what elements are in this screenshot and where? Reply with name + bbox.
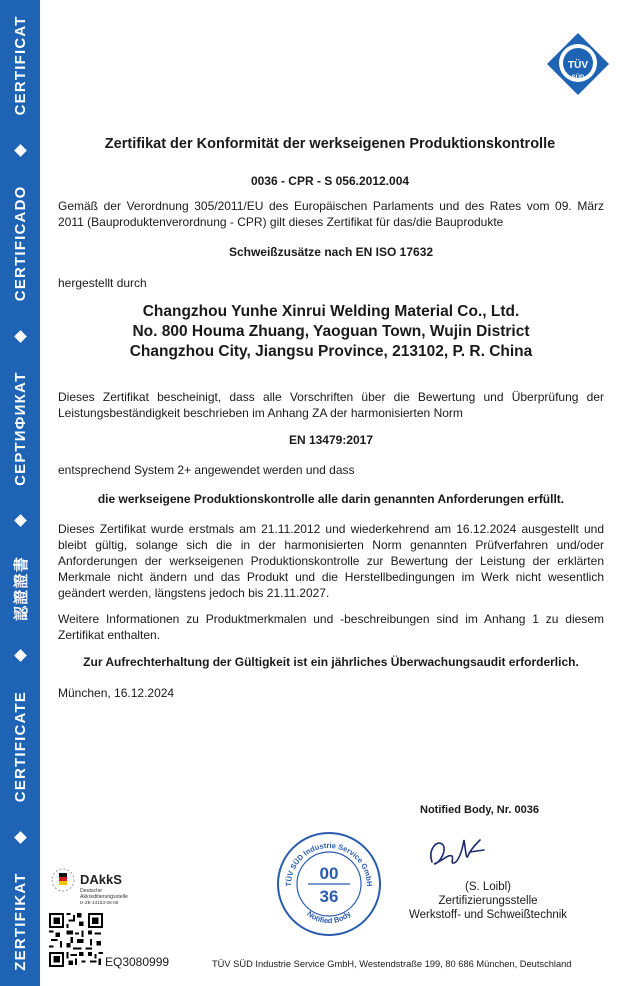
side-word: CERTIFICATE [11, 690, 29, 803]
certifies-paragraph: Dieses Zertifikat bescheinigt, dass alle Vorschriften über die Bewertung und Überprüfung der Leistungsbeständigkeit beschrieben im Anhang ZA der harmonisierten Norm [58, 390, 604, 420]
notified-body-label: Notified Body, Nr. 0036 [420, 804, 539, 816]
side-word: ZERTIFIKAT [11, 872, 29, 971]
certificate-number: 0036 - CPR - S 056.2012.004 [250, 174, 410, 188]
signer-block [398, 880, 578, 922]
side-word: CERTIFICADO [11, 185, 29, 302]
company-address-line: Changzhou City, Jiangsu Province, 213102, P. R. China [129, 343, 533, 360]
side-band [0, 0, 40, 986]
dakks-line: D-ZE-14153-06-00 [80, 900, 119, 905]
audit-note: Zur Aufrechterhaltung der Gültigkeit ist ein jährliches Überwachungsaudit erforderlich. [83, 655, 579, 669]
fpc-statement: die werkseigene Produktionskontrolle alle darin genannten Anforderungen erfüllt. [97, 492, 565, 506]
seal-ring-text: TÜV SÜD Industrie Service GmbH [283, 840, 375, 887]
company-address-line: No. 800 Houma Zhuang, Yaoguan Town, Wujin District [132, 323, 530, 340]
diamond-icon [14, 650, 27, 663]
signer-department: Werkstoff- und Schweißtechnik [408, 909, 568, 921]
logo-text-top: TÜV [568, 60, 588, 71]
system-line: entsprechend System 2+ angewendet werden und dass [58, 463, 355, 477]
dakks-logo [50, 862, 150, 912]
seal-number: 36 [319, 887, 339, 906]
notified-body-seal [274, 829, 384, 939]
diamond-icon [14, 831, 27, 844]
intro-paragraph: Gemäß der Verordnung 305/2011/EU des Europäischen Parlaments und des Rates vom 09. März 2011 (Bauproduktenverordnung - CPR) gilt dieses Zertifikat für das/die Bauprodukte [58, 199, 604, 229]
company-block [58, 302, 604, 362]
side-word: СЕРТИФИКАТ [11, 371, 29, 486]
manufactured-by-label: hergestellt durch [58, 276, 147, 290]
validity-paragraph: Dieses Zertifikat wurde erstmals am 21.11.2012 und wiederkehrend am 16.12.2024 ausgestellt und bleibt gültig, solange sich die in der harmonisierten Norm genannten Prüfverfahren und/oder Anforderungen der werkseigenen Produktionskontrolle zur Bewertung der Leistung der erklärten Merkmale nicht ändern und das Produkt und die Herstellbedingungen im Werk nicht wesentlich geändert werden, längstens jedoch bis 21.11.2027. [58, 522, 604, 600]
seal-number: 00 [319, 864, 339, 883]
seal-ring-text: Notified Body [305, 909, 353, 926]
svg-text:Notified Body [305, 909, 353, 926]
side-word: 認證證書 [12, 556, 30, 621]
diamond-icon [14, 144, 27, 157]
diamond-icon [14, 515, 27, 528]
footer-address: TÜV SÜD Industrie Service GmbH, Westendstraße 199, 80 686 München, Deutschland [212, 959, 572, 969]
page-title: Zertifikat der Konformität der werkseigenen Produktionskontrolle [104, 136, 556, 152]
eq-number: EQ3080999 [105, 955, 170, 969]
dakks-name: DAkkS [80, 872, 122, 887]
side-band-text [0, 0, 40, 986]
tuv-sud-logo [546, 32, 610, 96]
qr-code [49, 913, 103, 967]
company-name: Changzhou Yunhe Xinrui Welding Material Co., Ltd. [142, 303, 520, 320]
diamond-icon [14, 330, 27, 343]
side-word: CERTIFICAT [11, 15, 29, 116]
product-line: Schweißzusätze nach EN ISO 17632 [228, 245, 434, 259]
signature [424, 830, 494, 872]
dakks-line: Akkreditierungsstelle [80, 894, 128, 900]
harmonised-standard: EN 13479:2017 [288, 433, 374, 447]
place-date: München, 16.12.2024 [58, 686, 175, 700]
signer-name: (S. Loibl) [464, 881, 512, 893]
logo-text-bottom: SÜD [571, 75, 585, 81]
dakks-line: Deutsche [80, 888, 102, 894]
signer-role: Zertifizierungsstelle [438, 895, 538, 907]
further-info-paragraph: Weitere Informationen zu Produktmerkmalen und -beschreibungen sind im Anhang 1 zu diesem Zertifikat enthalten. [58, 612, 604, 642]
